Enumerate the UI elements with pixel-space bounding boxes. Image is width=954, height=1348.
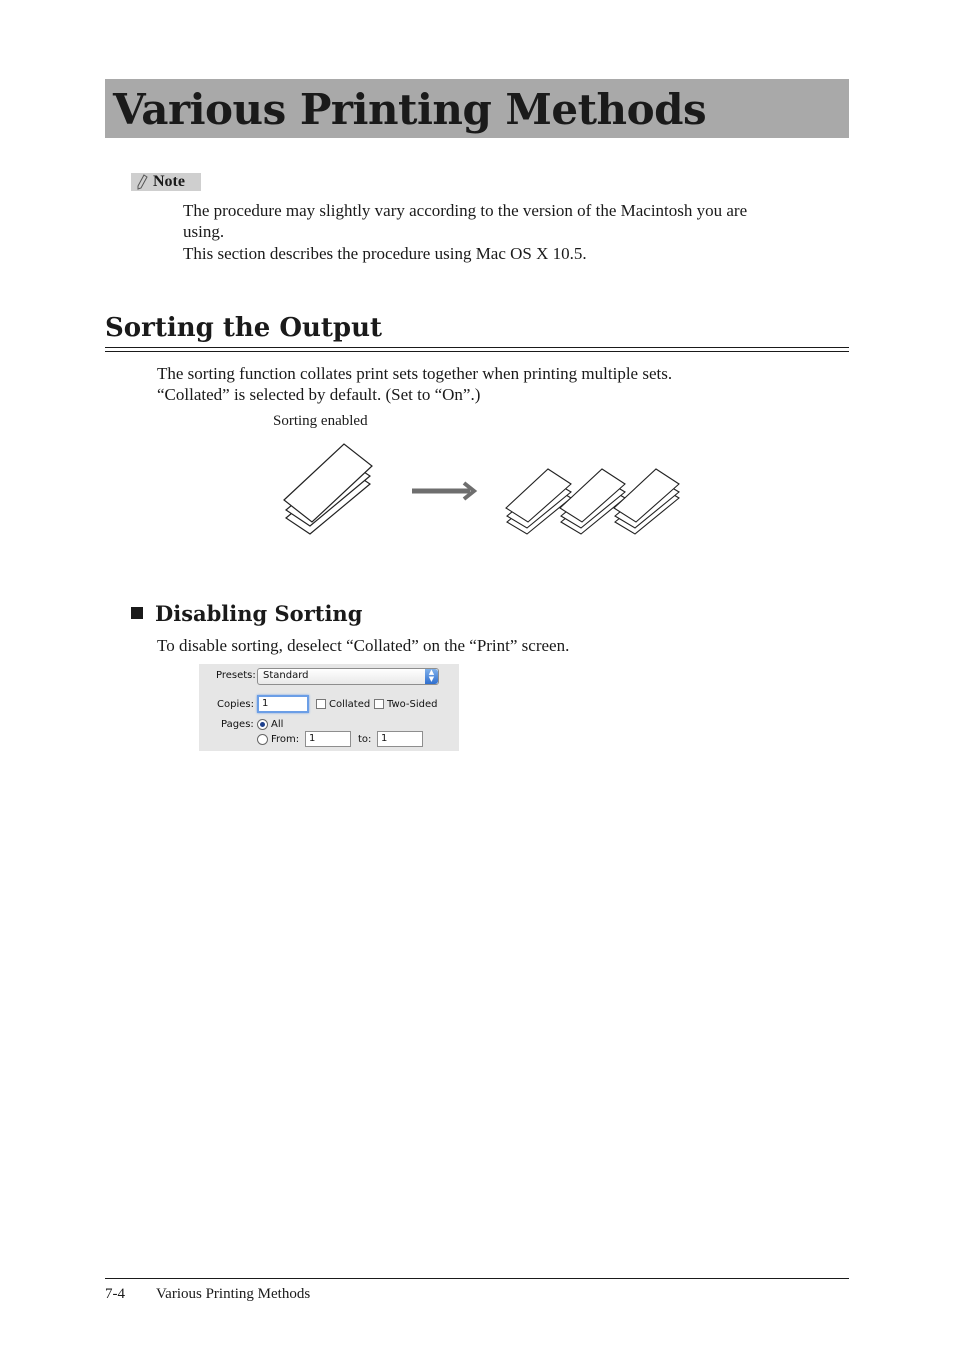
presets-label: Presets: [216, 670, 256, 681]
page-title-bar [105, 79, 849, 138]
section-rule-top [105, 347, 849, 348]
copies-input[interactable] [257, 695, 309, 713]
sorting-illustration [270, 438, 690, 543]
collated-set-1 [506, 469, 571, 534]
note-label [131, 173, 201, 191]
square-bullet-icon [131, 607, 143, 619]
chevron-updown-icon: ▲ ▼ [425, 669, 438, 684]
two-sided-label: Two-Sided [387, 699, 438, 710]
footer-page-number: 7-4 [105, 1286, 125, 1302]
collation-arrow-icon [412, 483, 474, 499]
pages-all-radio[interactable] [257, 719, 268, 730]
note-label-text: Note [153, 173, 185, 190]
pages-label: Pages: [221, 719, 254, 730]
to-label: to: [358, 734, 372, 745]
footer-chapter: Various Printing Methods [156, 1286, 311, 1302]
section-rule-bottom [105, 351, 849, 352]
pages-all-label: All [271, 719, 284, 730]
subsection-title-text: Disabling Sorting [155, 601, 363, 626]
section-paragraph-line-1: The sorting function collates print sets together when printing multiple sets. [157, 364, 673, 383]
page-title: Various Printing Methods [113, 85, 707, 134]
note-text-line-1: The procedure may slightly vary according to the version of the Macintosh you are [183, 201, 748, 220]
from-input[interactable] [305, 731, 351, 747]
collated-set-2 [560, 469, 625, 534]
presets-select[interactable] [257, 668, 439, 685]
pages-from-radio[interactable] [257, 734, 268, 745]
uncollated-stack [284, 444, 372, 534]
collated-set-3 [614, 469, 679, 534]
from-label: From: [271, 734, 300, 745]
subsection-title [131, 600, 362, 628]
collated-checkbox[interactable] [316, 699, 326, 709]
pencil-icon [136, 174, 148, 190]
figure-caption: Sorting enabled [273, 413, 368, 429]
from-value: 1 [309, 733, 316, 744]
section-paragraph-line-2: “Collated” is selected by default. (Set to “On”.) [157, 385, 481, 404]
copies-label: Copies: [217, 699, 254, 710]
section-title: Sorting the Output [105, 313, 382, 343]
subsection-text: To disable sorting, deselect “Collated” on the “Print” screen. [157, 636, 570, 655]
to-value: 1 [381, 733, 388, 744]
copies-value: 1 [262, 698, 269, 709]
two-sided-checkbox[interactable] [374, 699, 384, 709]
footer-rule [105, 1278, 849, 1279]
presets-value: Standard [263, 670, 309, 681]
to-input[interactable] [377, 731, 423, 747]
note-text-line-2: using. [183, 222, 225, 241]
note-text-line-3: This section describes the procedure using Mac OS X 10.5. [183, 244, 587, 263]
collated-label: Collated [329, 699, 371, 710]
print-dialog [199, 664, 459, 751]
